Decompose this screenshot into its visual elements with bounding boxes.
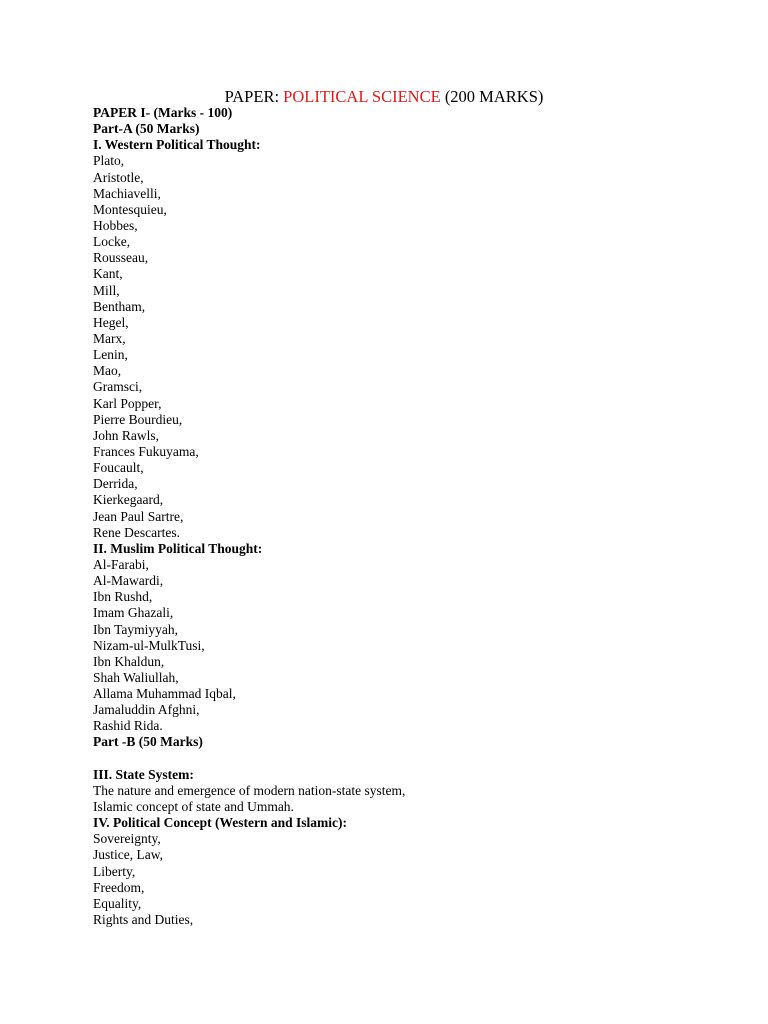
political-concept-item: Sovereignty,	[93, 831, 161, 847]
muslim-thought-heading: II. Muslim Political Thought:	[93, 540, 263, 556]
western-thinker: Bentham,	[93, 298, 146, 314]
blank-line	[93, 751, 733, 767]
title-prefix: PAPER:	[224, 87, 284, 106]
western-thinker: Gramsci,	[93, 379, 143, 395]
western-thought-heading: I. Western Political Thought:	[93, 137, 261, 153]
muslim-thinkers-list	[93, 557, 733, 735]
western-thinker: Foucault,	[93, 460, 144, 476]
western-thinkers-list	[93, 153, 733, 540]
muslim-thinker: Imam Ghazali,	[93, 605, 174, 621]
western-thinker: Machiavelli,	[93, 185, 161, 201]
muslim-thinker: Ibn Rushd,	[93, 589, 153, 605]
western-thinker: Hobbes,	[93, 217, 138, 233]
state-system-heading: III. State System:	[93, 766, 194, 782]
muslim-thinker: Ibn Khaldun,	[93, 653, 165, 669]
state-system-item: The nature and emergence of modern nation-state system,	[93, 782, 406, 798]
political-concept-item: Justice, Law,	[93, 847, 163, 863]
western-thinker: John Rawls,	[93, 427, 160, 443]
muslim-thinker: Jamaluddin Afghni,	[93, 702, 200, 718]
western-thinker: Pierre Bourdieu,	[93, 411, 183, 427]
western-thinker: Lenin,	[93, 347, 128, 363]
western-thinker: Kierkegaard,	[93, 492, 164, 508]
part-a-heading: Part-A (50 Marks)	[93, 121, 200, 137]
state-system-item: Islamic concept of state and Ummah.	[93, 799, 294, 815]
syllabus-content	[93, 105, 733, 928]
muslim-thinker: Allama Muhammad Iqbal,	[93, 686, 236, 702]
western-thinker: Montesquieu,	[93, 201, 167, 217]
western-thinker: Rene Descartes.	[93, 524, 180, 540]
political-concept-list	[93, 831, 733, 928]
title-subject: POLITICAL SCIENCE	[283, 87, 441, 106]
part-b-heading: Part -B (50 Marks)	[93, 734, 203, 750]
political-concept-heading: IV. Political Concept (Western and Islamic):	[93, 815, 347, 831]
western-thinker: Karl Popper,	[93, 395, 162, 411]
muslim-thinker: Shah Waliullah,	[93, 669, 179, 685]
western-thinker: Kant,	[93, 266, 123, 282]
western-thinker: Marx,	[93, 330, 126, 346]
western-thinker: Frances Fukuyama,	[93, 443, 199, 459]
political-concept-item: Liberty,	[93, 863, 136, 879]
title-suffix: (200 MARKS)	[440, 87, 544, 106]
western-thinker: Plato,	[93, 153, 125, 169]
muslim-thinker: Al-Mawardi,	[93, 573, 164, 589]
muslim-thinker: Ibn Taymiyyah,	[93, 621, 179, 637]
paper-heading: PAPER I- (Marks - 100)	[93, 105, 233, 120]
political-concept-item: Rights and Duties,	[93, 912, 194, 928]
state-system-list	[93, 783, 733, 815]
western-thinker: Derrida,	[93, 476, 138, 492]
western-thinker: Locke,	[93, 234, 131, 250]
muslim-thinker: Al-Farabi,	[93, 556, 149, 572]
western-thinker: Jean Paul Sartre,	[93, 508, 184, 524]
western-thinker: Mao,	[93, 363, 122, 379]
political-concept-item: Equality,	[93, 895, 142, 911]
western-thinker: Rousseau,	[93, 250, 149, 266]
muslim-thinker: Nizam-ul-MulkTusi,	[93, 637, 205, 653]
muslim-thinker: Rashid Rida.	[93, 718, 163, 734]
western-thinker: Mill,	[93, 282, 120, 298]
western-thinker: Aristotle,	[93, 169, 144, 185]
political-concept-item: Freedom,	[93, 879, 145, 895]
western-thinker: Hegel,	[93, 314, 129, 330]
